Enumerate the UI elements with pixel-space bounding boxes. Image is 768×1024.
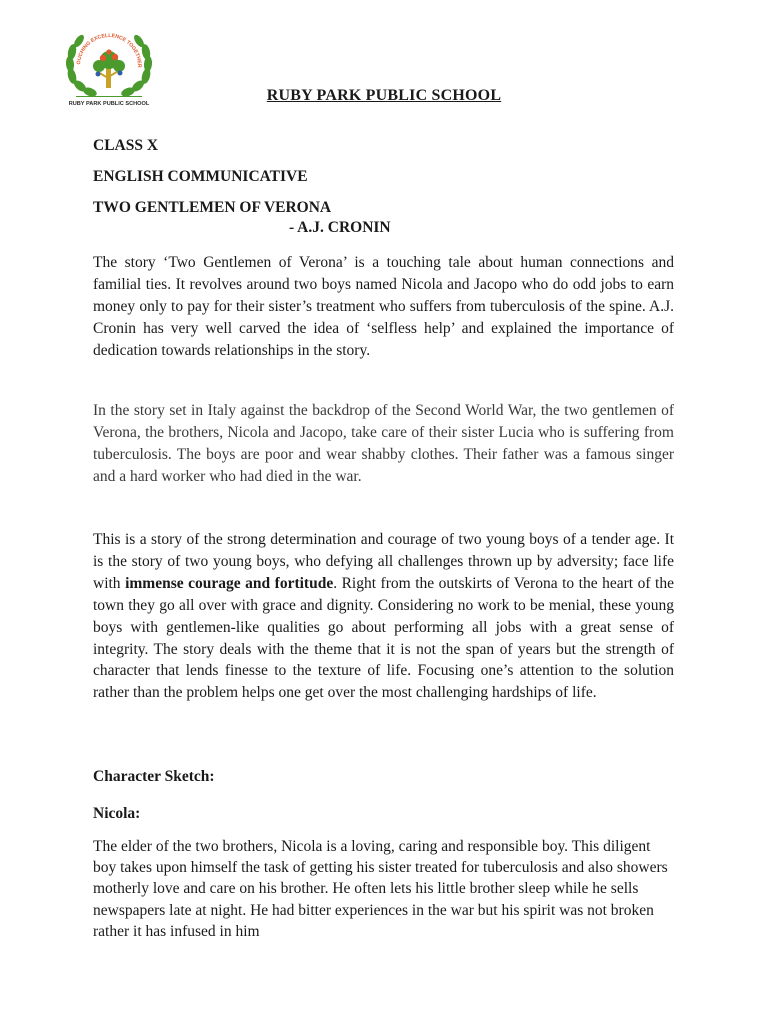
author-name: - A.J. CRONIN: [289, 219, 391, 236]
intro-paragraph: The story ‘Two Gentlemen of Verona’ is a touching tale about human connections and familial ties. It revolves around two boys named Nicola and Jacopo who do odd jobs to earn money only to pay for their sister’s treatment who suffers from tuberculosis of the spine. A.J. Cronin has very well carved the idea of ‘selfless help’ and explained the importance of dedication towards relationships in the story.: [93, 254, 674, 359]
class-label: CLASS X: [93, 137, 159, 154]
character-heading: Nicola:: [93, 805, 141, 822]
theme-bold-phrase: immense courage and fortitude: [125, 574, 334, 592]
section-heading: Character Sketch:: [93, 768, 215, 785]
theme-text-b: . Right from the outskirts of Verona to the heart of the town they go all over with grace and dignity. Considering no work to be menial, these young boys with gentlemen-like qualities go about performing all jobs with a great sense of integrity. The story deals with the theme that it is not the span of years but the strength of character that lends finesse to the texture of life. Focusing one’s attention to the solution rather than the problem helps one get over the most challenging hardships of life.: [93, 574, 674, 702]
nicola-paragraph: The elder of the two brothers, Nicola is a loving, caring and responsible boy. This diligent boy takes upon himself the task of getting his sister treated for tuberculosis and also showers motherly love and care on his brother. He often lets his little brother sleep while he sells newspapers late at night. He had bitter experiences in the war but his spirit was not broken rather it has infused in him: [93, 838, 668, 940]
theme-paragraph: [93, 529, 674, 704]
school-title: RUBY PARK PUBLIC SCHOOL: [266, 87, 502, 104]
logo-school-name: RUBY PARK PUBLIC SCHOOL: [68, 101, 150, 107]
setting-paragraph: In the story set in Italy against the backdrop of the Second World War, the two gentlemen of Verona, the brothers, Nicola and Jacopo, take care of their sister Lucia who is suffering from tuberculosis. The boys are poor and wear shabby clothes. Their father was a famous singer and a hard worker who had died in the war.: [93, 402, 674, 485]
chapter-title: TWO GENTLEMEN OF VERONA: [93, 199, 332, 216]
subject-label: ENGLISH COMMUNICATIVE: [93, 168, 308, 185]
theme-text-a: This is a story of the strong determination and courage of two young boys of a tender age. It is the story of two young boys, who defying all challenges thrown up by adversity; face life with: [93, 531, 674, 592]
logo-arc-text: OUCHING EXCELLENCE TOGETHER: [75, 32, 143, 68]
